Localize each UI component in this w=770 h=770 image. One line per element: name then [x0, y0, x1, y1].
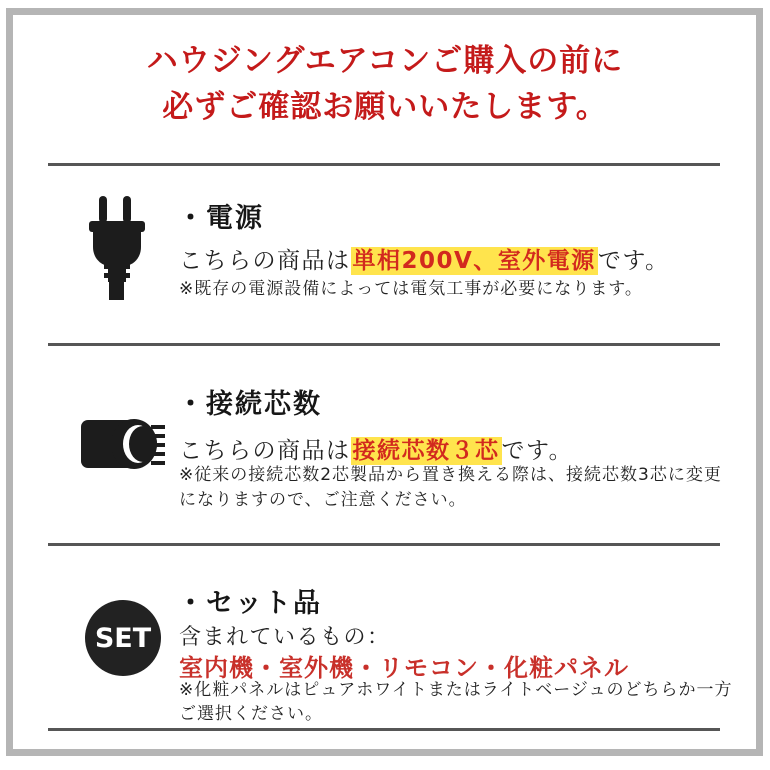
section-note-power: ※既存の電源設備によっては電気工事が必要になります。	[179, 279, 643, 299]
included-items-list: 室内機・室外機・リモコン・化粧パネル	[179, 654, 629, 682]
section-heading-set: ・セット品	[177, 588, 322, 619]
section-note-cores: ※従来の接続芯数2芯製品から置き換える際は、接続芯数3芯に変更になりますので、ご注意ください。	[179, 465, 722, 510]
divider	[48, 543, 720, 546]
included-items-label: 含まれているもの：	[179, 625, 391, 650]
set-badge-icon	[85, 600, 161, 676]
plug-icon	[88, 196, 146, 300]
section-note-set: ※化粧パネルはピュアホワイトまたはライトベージュのどちらか一方ご選択ください。	[179, 680, 733, 724]
body-suffix: です。	[501, 438, 574, 464]
divider	[48, 163, 720, 166]
divider	[48, 343, 720, 346]
highlighted-spec-power: 単相200V、室外電源	[352, 248, 596, 274]
section-heading-cores: ・接続芯数	[177, 389, 322, 420]
divider	[48, 728, 720, 731]
section-body-power	[179, 242, 669, 275]
body-prefix: こちらの商品は	[179, 248, 351, 274]
set-badge-label: SET	[94, 622, 152, 654]
notice-title-line-2: 必ずご確認お願いいたします。	[162, 89, 608, 125]
body-suffix: です。	[597, 248, 670, 274]
body-prefix: こちらの商品は	[179, 438, 351, 464]
cable-icon	[81, 417, 165, 471]
section-body-cores	[179, 432, 573, 465]
highlighted-spec-cores: 接続芯数３芯	[352, 438, 500, 464]
notice-title	[0, 38, 770, 130]
notice-title-line-1: ハウジングエアコンご購入の前に	[146, 43, 624, 79]
section-heading-power: ・電源	[177, 203, 264, 234]
